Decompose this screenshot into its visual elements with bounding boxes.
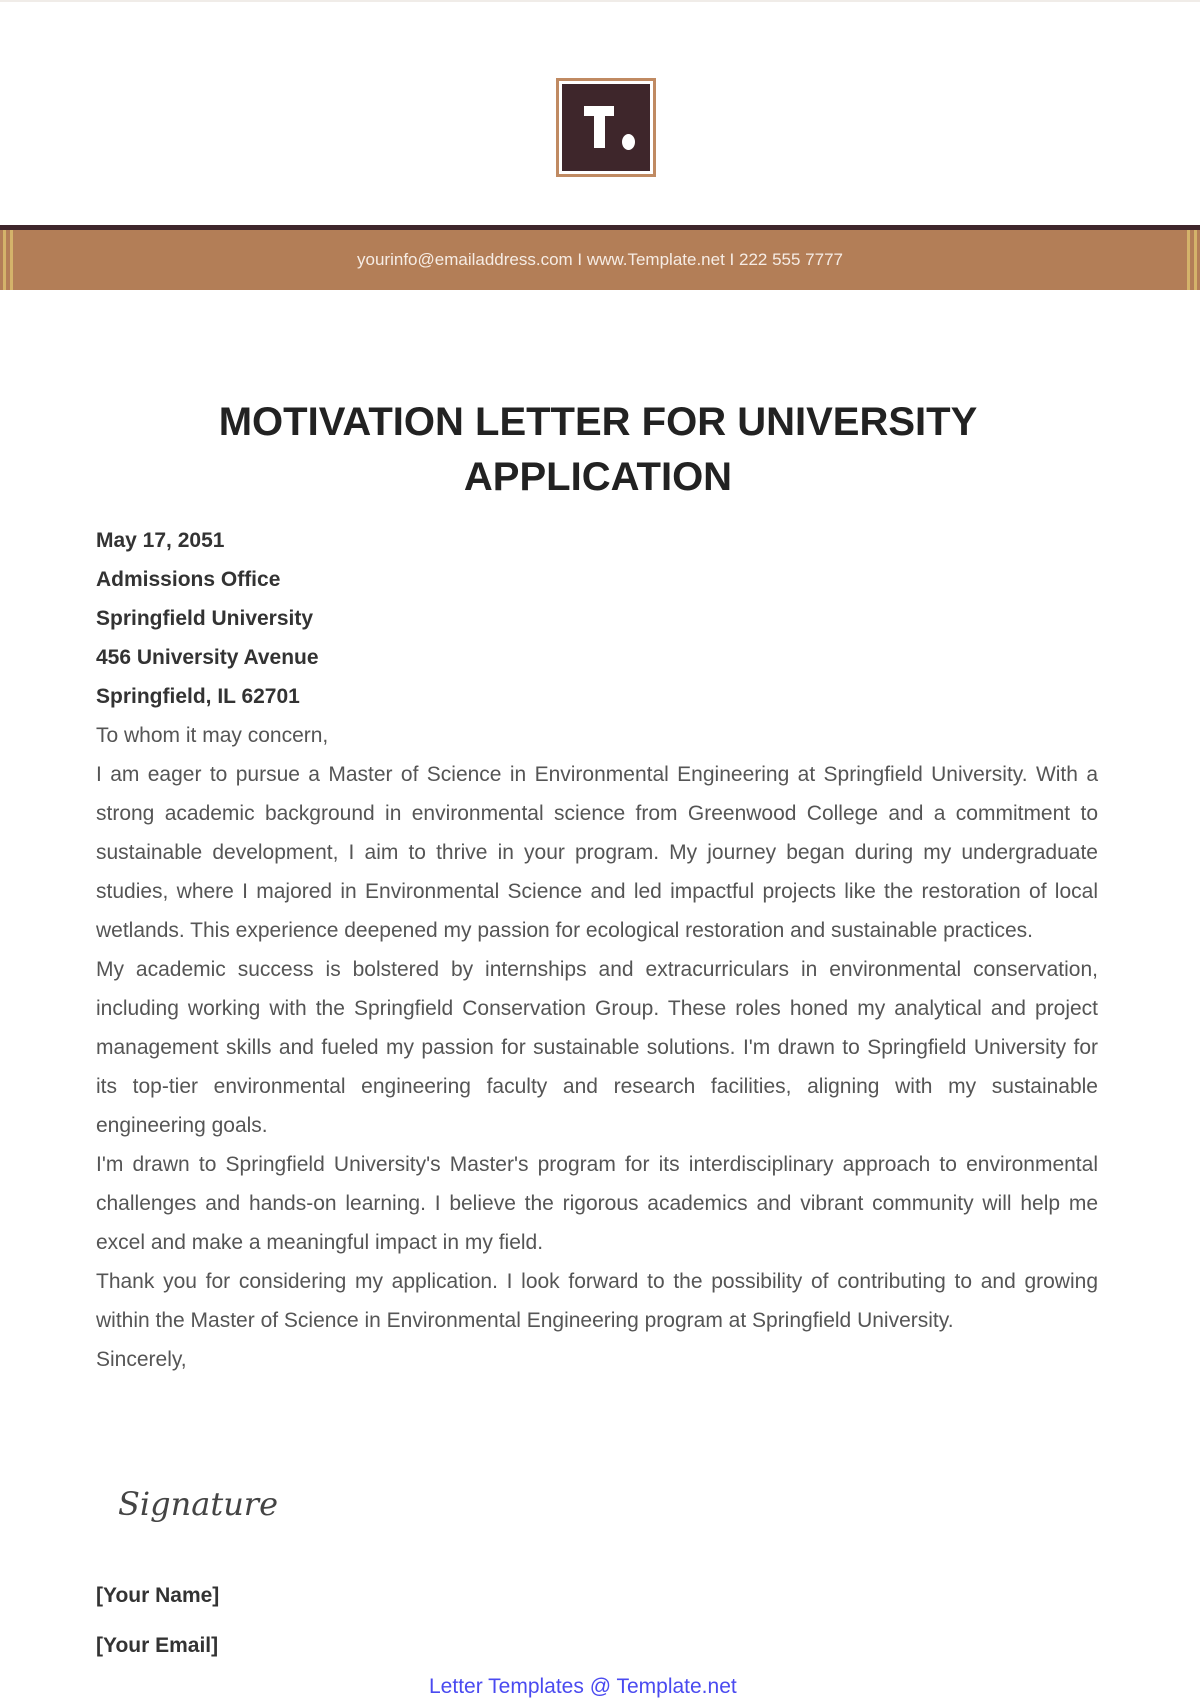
band-stripe: [1194, 230, 1197, 290]
paragraph: I'm drawn to Springfield University's Master's program for its interdisciplinary approach to environmental challenges and hands-on learning. I believe the rigorous academics and vibrant community will help me excel and make a meaningful impact in my field.: [96, 1153, 1098, 1254]
logo: [556, 78, 656, 177]
logo-t-stem: [594, 106, 605, 148]
paragraph: My academic success is bolstered by internships and extracurriculars in environmental conservation, including working with the Springfield Conservation Group. These roles honed my analytical and project management skills and fueled my passion for sustainable solutions. I'm drawn to Springfield University for its top-tier environmental engineering faculty and research facilities, aligning with my sustainable engineering goals.: [96, 958, 1098, 1137]
footer-link[interactable]: Letter Templates @ Template.net: [429, 1675, 737, 1698]
logo-mark: [562, 84, 650, 171]
sender-email: [Your Email]: [96, 1634, 219, 1657]
contact-band: [0, 230, 1200, 290]
date: May 17, 2051: [96, 529, 225, 552]
recipient-city: Springfield, IL 62701: [96, 685, 300, 708]
salutation: To whom it may concern,: [96, 724, 329, 747]
band-stripe: [1187, 230, 1190, 290]
recipient-university: Springfield University: [96, 607, 314, 630]
signature: Signature: [118, 1485, 279, 1523]
sender-name: [Your Name]: [96, 1584, 220, 1607]
top-divider: [0, 0, 1200, 2]
band-stripe: [10, 230, 13, 290]
page-title: MOTIVATION LETTER FOR UNIVERSITY APPLICATION: [218, 400, 978, 499]
letter-body: [96, 521, 1098, 1379]
logo-dot: [622, 134, 635, 150]
paragraph: Thank you for considering my application. I look forward to the possibility of contributing to and growing within the Master of Science in Environmental Engineering program at Springfield University.: [96, 1270, 1098, 1332]
recipient-office: Admissions Office: [96, 568, 281, 591]
recipient-street: 456 University Avenue: [96, 646, 319, 669]
paragraph: I am eager to pursue a Master of Science in Environmental Engineering at Springfield University. With a strong academic background in environmental science from Greenwood College and a commitment to sustainable development, I aim to thrive in your program. My journey began during my undergraduate studies, where I majored in Environmental Science and led impactful projects like the restoration of local wetlands. This experience deepened my passion for ecological restoration and sustainable practices.: [96, 763, 1098, 942]
closing: Sincerely,: [96, 1348, 187, 1371]
contact-info: yourinfo@emailaddress.com I www.Template.net I 222 555 7777: [357, 250, 843, 269]
band-stripe: [3, 230, 6, 290]
